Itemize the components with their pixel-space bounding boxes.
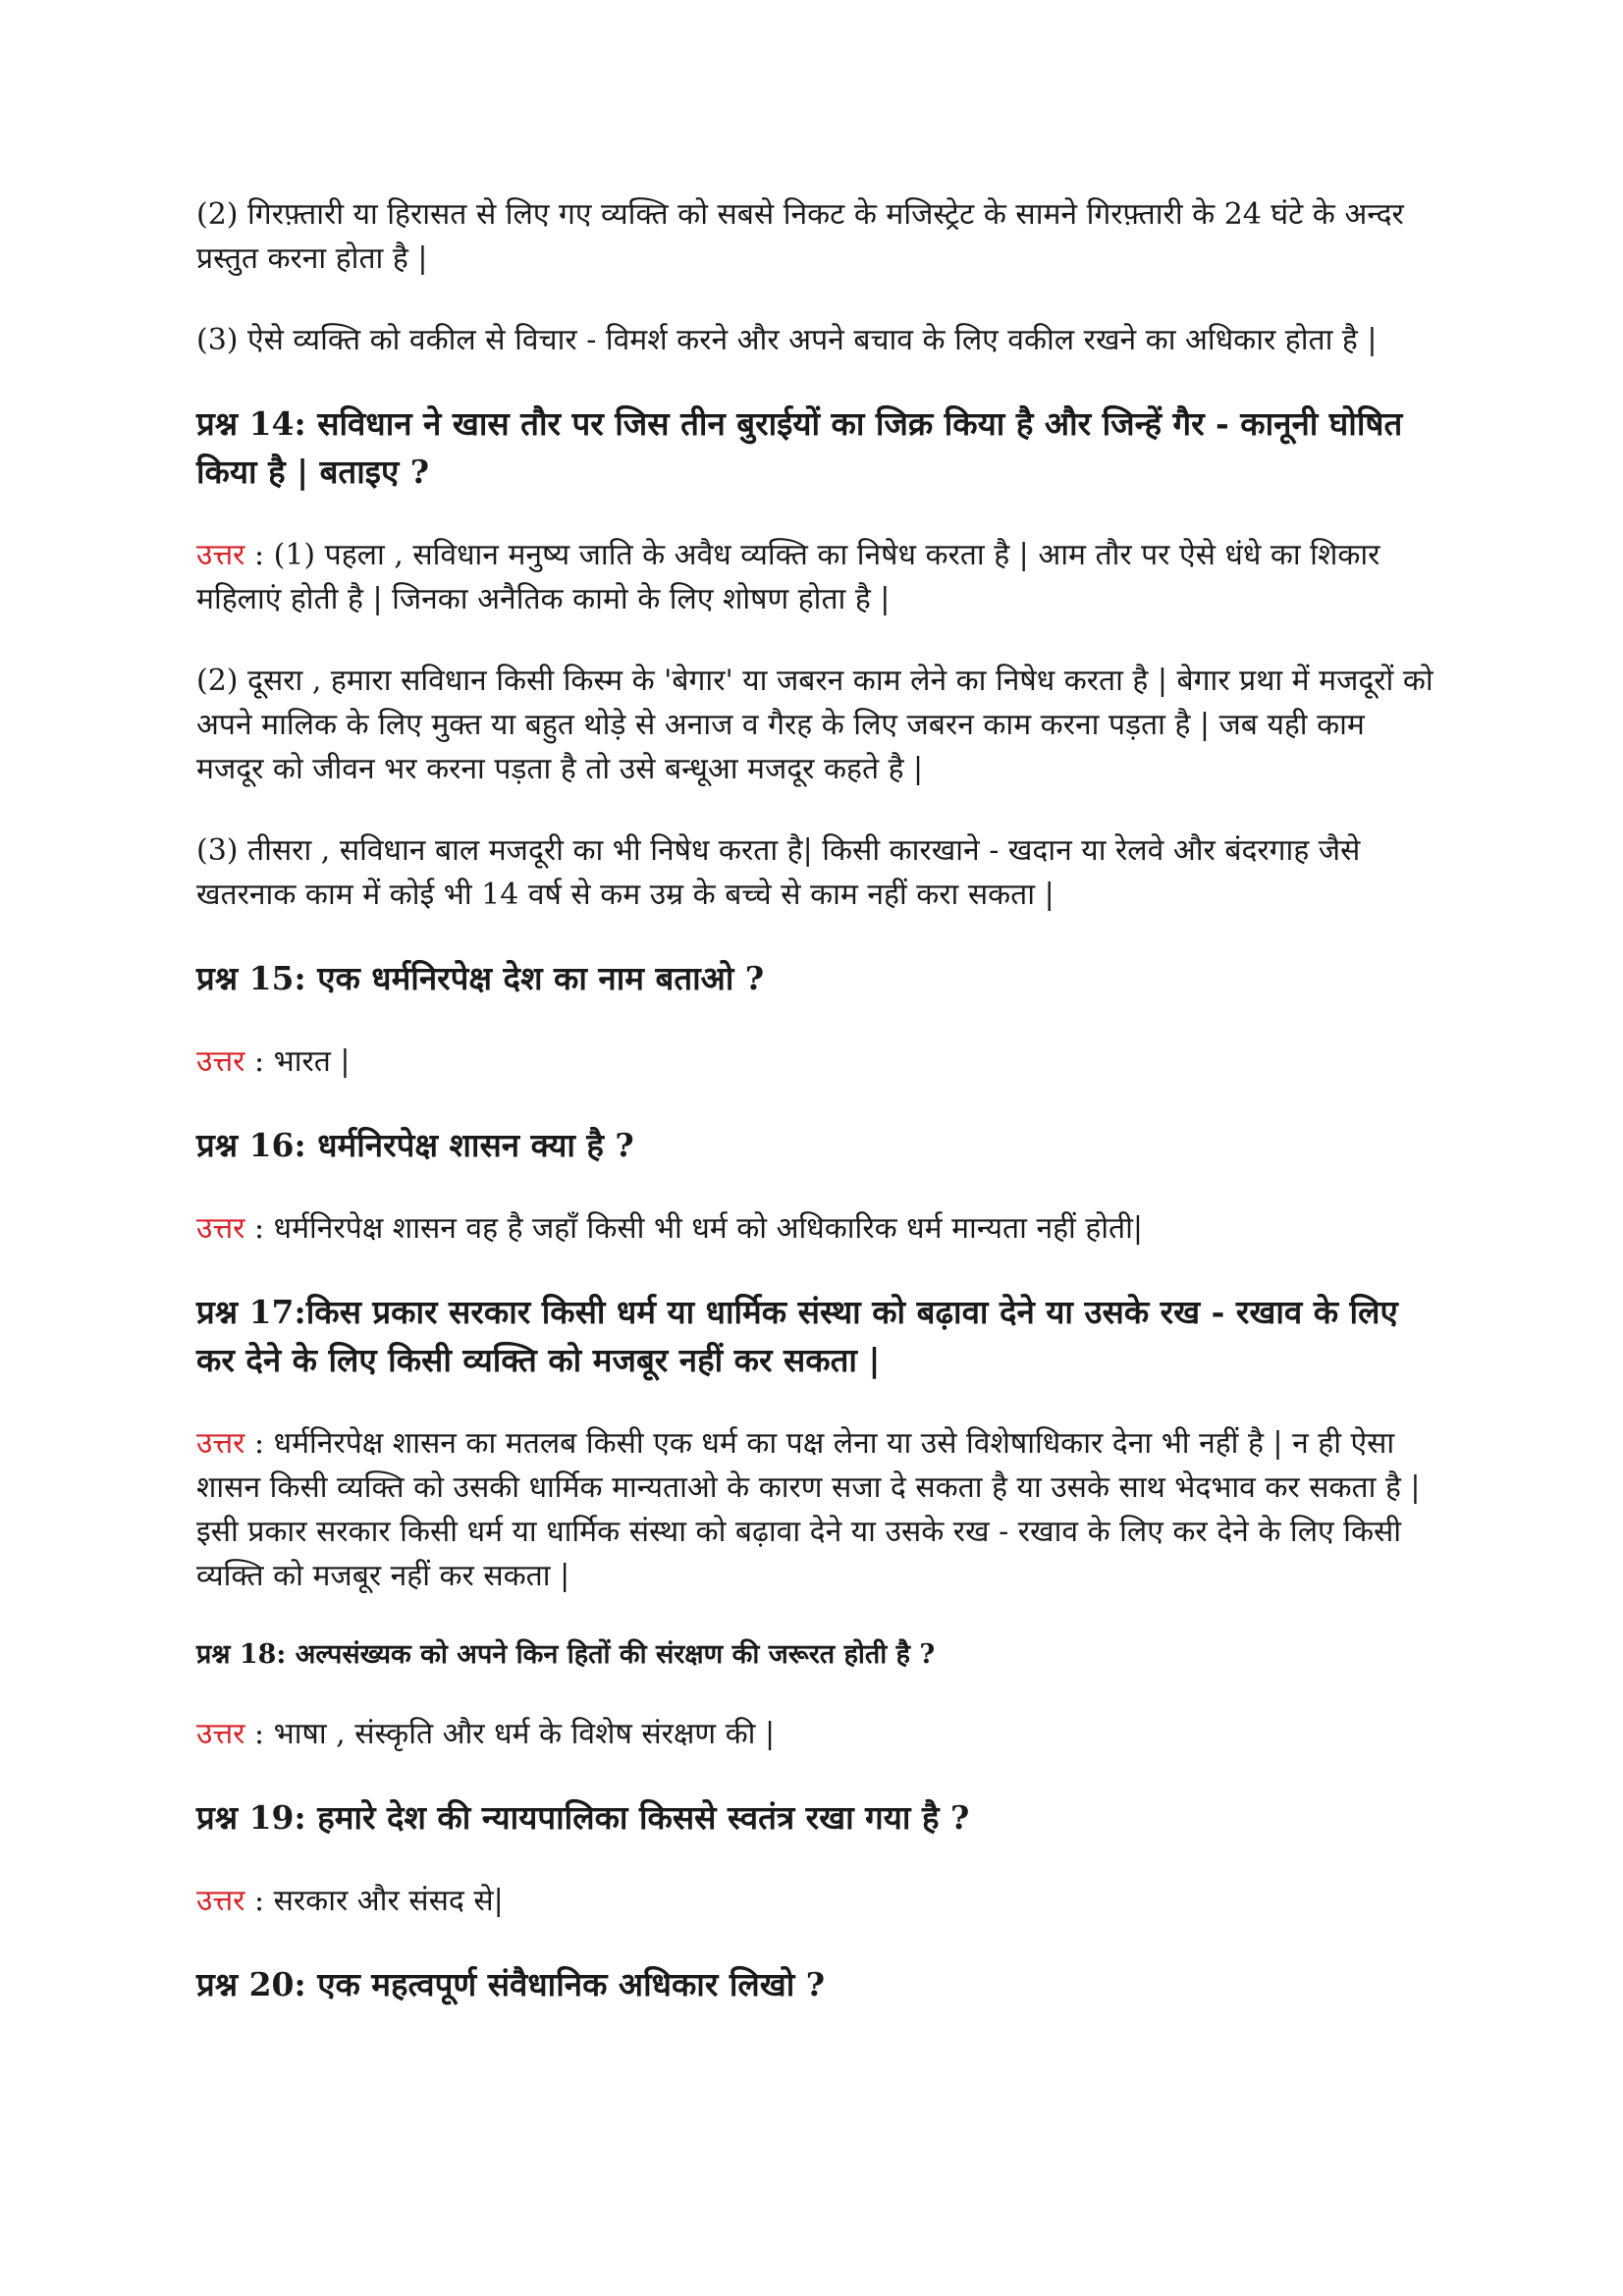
question-18: प्रश्न 18: अल्पसंख्यक को अपने किन हितों की संरक्षण की जरूरत होती है ? — [196, 1639, 936, 1670]
answer-label: उत्तर — [196, 1211, 245, 1246]
question-19: प्रश्न 19: हमारे देश की न्यायपालिका किससे स्वतंत्र रखा गया है ? — [196, 1798, 970, 1837]
answer-label: उत्तर — [196, 1884, 245, 1918]
answer-label: उत्तर — [196, 1426, 245, 1461]
answer-19 — [196, 1879, 1434, 1923]
answer-15 — [196, 1040, 1434, 1084]
answer-14-part-3: (3) तीसरा , सविधान बाल मजदूरी का भी निषेध करता है| किसी कारखाने - खदान या रेलवे और बंदरगाह जैसे खतरनाक काम में कोई भी 14 वर्ष से कम उम्र के बच्चे से काम नहीं करा सकता | — [196, 833, 1361, 912]
question-17: प्रश्न 17:किस प्रकार सरकार किसी धर्म या धार्मिक संस्था को बढ़ावा देने या उसके रख - रखाव के लिए कर देने के लिए किसी व्यक्ति को मजबूर नहीं कर सकता | — [196, 1293, 1398, 1379]
answer-text: : भाषा , संस्कृति और धर्म के विशेष संरक्षण की | — [244, 1717, 776, 1751]
question-15: प्रश्न 15: एक धर्मनिरपेक्ष देश का नाम बताओ ? — [196, 959, 765, 997]
answer-18 — [196, 1712, 1434, 1756]
answer-14-part-1 — [196, 533, 1434, 621]
answer-label: उत्तर — [196, 1717, 245, 1751]
document-page — [196, 192, 1434, 2046]
question-14: प्रश्न 14: सविधान ने खास तौर पर जिस तीन बुराईयों का जिक्र किया है और जिन्हें गैर - कानूनी घोषित किया है | बताइए ? — [196, 404, 1403, 491]
answer-text: : सरकार और संसद से| — [244, 1884, 504, 1918]
paragraph-arrest-point-3: (3) ऐसे व्यक्ति को वकील से विचार - विमर्श करने और अपने बचाव के लिए वकील रखने का अधिकार होता है | — [196, 323, 1378, 357]
question-16: प्रश्न 16: धर्मनिरपेक्ष शासन क्या है ? — [196, 1126, 634, 1164]
answer-14-part-2: (2) दूसरा , हमारा सविधान किसी किस्म के 'बेगार' या जबरन काम लेने का निषेध करता है | बेगार प्रथा में मजदूरों को अपने मालिक के लिए मुक्त या बहुत थोड़े से अनाज व गैरह के लिए जबरन काम करना पड़ता है | जब यही काम मजदूर को जीवन भर करना पड़ता है तो उसे बन्धूआ मजदूर कहते है | — [196, 664, 1434, 786]
answer-label: उत्तर — [196, 538, 245, 572]
answer-16 — [196, 1206, 1434, 1251]
answer-text: : धर्मनिरपेक्ष शासन का मतलब किसी एक धर्म का पक्ष लेना या उसे विशेषाधिकार देना भी नहीं है | न ही ऐसा शासन किसी व्यक्ति को उसकी धार्मिक मान्यताओ के कारण सजा दे सकता है या उसके साथ भेदभाव कर सकता है | इसी प्रकार सरकार किसी धर्म या धार्मिक संस्था को बढ़ावा देने या उसके रख - रखाव के लिए कर देने के लिए किसी व्यक्ति को मजबूर नहीं कर सकता | — [196, 1426, 1421, 1593]
answer-17 — [196, 1421, 1434, 1598]
answer-text: : भारत | — [244, 1044, 351, 1079]
answer-text: : धर्मनिरपेक्ष शासन वह है जहाँ किसी भी धर्म को अधिकारिक धर्म मान्यता नहीं होती| — [244, 1211, 1144, 1246]
question-20: प्रश्न 20: एक महत्वपूर्ण संवैधानिक अधिकार लिखो ? — [196, 1965, 826, 2003]
answer-text: : (1) पहला , सविधान मनुष्य जाति के अवैध व्यक्ति का निषेध करता है | आम तौर पर ऐसे धंधे का शिकार महिलाएं होती है | जिनका अनैतिक कामो के लिए शोषण होता है | — [196, 538, 1380, 616]
paragraph-arrest-point-2: (2) गिरफ़्तारी या हिरासत से लिए गए व्यक्ति को सबसे निकट के मजिस्ट्रेट के सामने गिरफ़्तारी के 24 घंटे के अन्दर प्रस्तुत करना होता है | — [196, 197, 1404, 276]
answer-label: उत्तर — [196, 1044, 245, 1079]
